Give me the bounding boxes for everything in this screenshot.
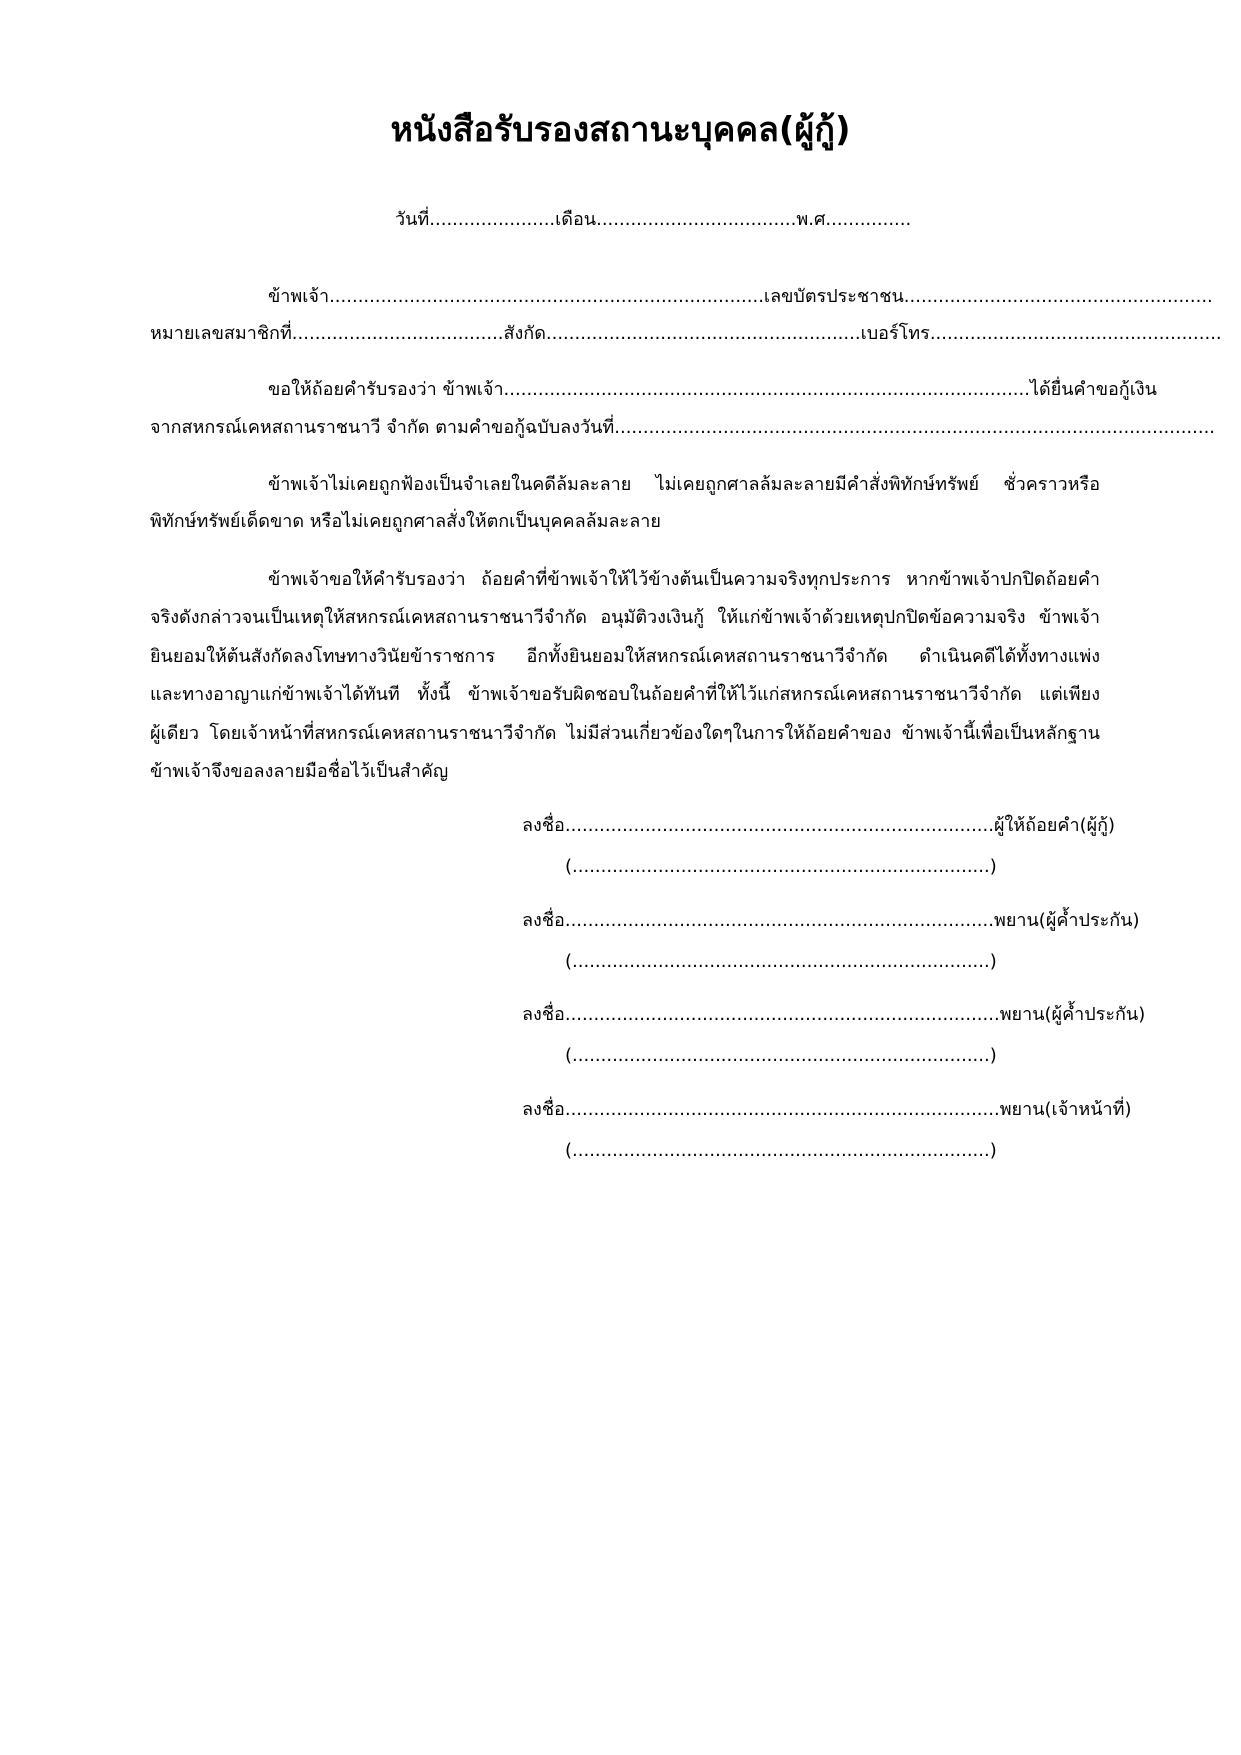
printed-name-guarantor-1: (.........................................................................) xyxy=(565,951,997,972)
declare-line-6: ข้าพเจ้าจึงขอลงลายมือชื่อไว้เป็นสำคัญ xyxy=(150,761,449,782)
printed-name-guarantor-2: (.........................................................................) xyxy=(565,1045,997,1066)
declare-line-5: ผู้เดียว โดยเจ้าหน้าที่สหกรณ์เคหสถานราชนาวีจำกัด ไม่มีส่วนเกี่ยวข้องใดๆในการให้ถ้อยคำของ ข้าพเจ้านี้เพื่อเป็นหลักฐาน xyxy=(150,723,1100,744)
certify-line-1: ขอให้ถ้อยคำรับรองว่า ข้าพเจ้า............................................................................................ได้ยื่นคำขอกู้เงิน xyxy=(268,379,1157,400)
bankrupt-line-1: ข้าพเจ้าไม่เคยถูกฟ้องเป็นจำเลยในคดีล้มละลาย ไม่เคยถูกศาลล้มละลายมีคำสั่งพิทักษ์ทรัพย์ ชั่วคราวหรือ xyxy=(268,474,1100,495)
member-number-line: หมายเลขสมาชิกที่.....................................สังกัด.......................................................เบอร์โทร................................................... xyxy=(150,323,1222,344)
signature-line-guarantor-1: ลงชื่อ...........................................................................พยาน(ผู้ค้ำประกัน) xyxy=(522,910,1140,931)
declare-line-4: และทางอาญาแก่ข้าพเจ้าได้ทันที ทั้งนี้ ข้าพเจ้าขอรับผิดชอบในถ้อยคำที่ให้ไว้แก่สหกรณ์เคหสถานราชนาวีจำกัด แต่เพียง xyxy=(150,684,1100,705)
declare-line-3: ยินยอมให้ต้นสังกัดลงโทษทางวินัยข้าราชการ อีกทั้งยินยอมให้สหกรณ์เคหสถานราชนาวีจำกัด ดำเนินคดีได้ทั้งทางแพ่ง xyxy=(150,646,1100,667)
printed-name-officer: (.........................................................................) xyxy=(565,1140,997,1161)
bankrupt-line-2: พิทักษ์ทรัพย์เด็ดขาด หรือไม่เคยถูกศาลสั่งให้ตกเป็นบุคคลล้มละลาย xyxy=(150,511,661,532)
declare-line-2: จริงดังกล่าวจนเป็นเหตุให้สหกรณ์เคหสถานราชนาวีจำกัด อนุมัติวงเงินกู้ ให้แก่ข้าพเจ้าด้วยเหตุปกปิดข้อความจริง ข้าพเจ้า xyxy=(150,607,1100,628)
certify-line-2: จากสหกรณ์เคหสถานราชนาวี จำกัด ตามคำขอกู้ฉบับลงวันที่......................................................................................................... xyxy=(150,417,1216,438)
member-name-line: ข้าพเจ้า............................................................................เลขบัตรประชาชน...................................................... xyxy=(268,286,1213,307)
date-line: วันที่......................เดือน...................................พ.ศ............... xyxy=(395,209,912,230)
printed-name-borrower: (.........................................................................) xyxy=(565,856,997,877)
document-title: หนังสือรับรองสถานะบุคคล(ผู้กู้) xyxy=(390,110,851,150)
declare-line-1: ข้าพเจ้าขอให้คำรับรองว่า ถ้อยคำที่ข้าพเจ้าให้ไว้ข้างต้นเป็นความจริงทุกประการ หากข้าพเจ้าปกปิดถ้อยคำ xyxy=(268,569,1100,590)
signature-line-officer: ลงชื่อ............................................................................พยาน(เจ้าหน้าที่) xyxy=(522,1099,1132,1120)
signature-line-guarantor-2: ลงชื่อ............................................................................พยาน(ผู้ค้ำประกัน) xyxy=(522,1004,1146,1025)
signature-line-borrower: ลงชื่อ...........................................................................ผู้ให้ถ้อยคำ(ผู้กู้) xyxy=(522,815,1116,836)
